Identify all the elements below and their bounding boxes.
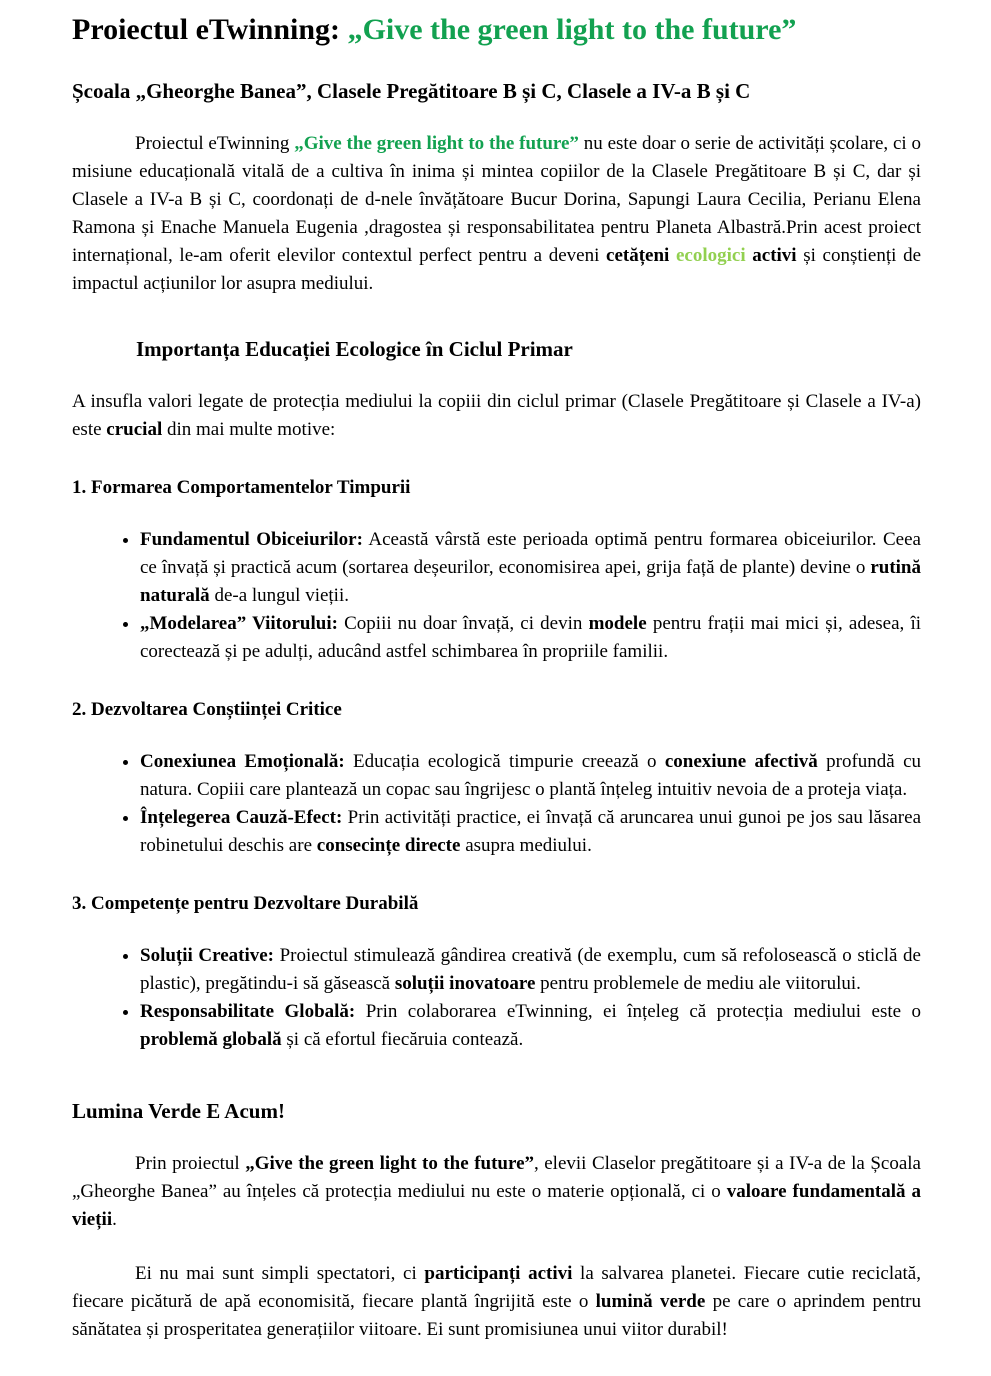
- document-title: Proiectul eTwinning: „Give the green light to the future”: [72, 13, 797, 46]
- document-subtitle: Școala „Gheorghe Banea”, Clasele Pregătitoare B și C, Clasele a IV-a B și C: [72, 79, 751, 103]
- intro-paragraph: Proiectul eTwinning „Give the green light to the future” nu este doar o serie de activități școlare, ci o misiune educațională vitală de a cultiva în inima și mintea copiilor de la Clasele Pregătitoare B și C, dar și Clasele a IV-a B și C, coordonați de d-nele învățătoare Bucur Dorina, Sapungi Laura Cecilia, Perianu Elena Ramona și Enache Manuela Eugenia ,dragostea și responsabilitatea pentru Planeta Albastră.Prin acest proiect internațional, le-am oferit elevilor contextul perfect pentru a deveni cetățeni ecologici activi și conștienți de impactul acțiunilor lor asupra mediului.: [72, 133, 922, 294]
- section-heading-lumina: Lumina Verde E Acum!: [72, 1099, 285, 1123]
- list-item: • Conexiunea Emoțională: Educația ecologică timpurie creează o conexiune afectivă profundă cu natura. Copiii care plantează un copac sau îngrijesc o plantă înțeleg intuitiv nevoia de a proteja viața.: [140, 748, 921, 804]
- subsection-heading-1: 1. Formarea Comportamentelor Timpurii: [72, 477, 411, 498]
- bullet-list-1: [72, 526, 921, 666]
- list-item: • Fundamentul Obiceiurilor: Această vârstă este perioada optimă pentru formarea obiceiurilor. Ceea ce învață și practică acum (sortarea deșeurilor, economisirea apei, grija față de plante) devine o rutină naturală de-a lungul vieții.: [140, 526, 921, 610]
- section-heading-importanta: Importanța Educației Ecologice în Ciclul Primar: [136, 337, 573, 361]
- importanta-lead-paragraph: A insufla valori legate de protecția mediului la copiii din ciclul primar (Clasele Pregătitoare și Clasele a IV-a) este crucial din mai multe motive:: [72, 391, 921, 440]
- bullet-list-2: [72, 748, 921, 860]
- subsection-heading-2: 2. Dezvoltarea Conștiinței Critice: [72, 699, 342, 720]
- lumina-paragraph-2: Ei nu mai sunt simpli spectatori, ci participanți activi la salvarea planetei. Fiecare cutie reciclată, fiecare picătură de apă economisită, fiecare plantă îngrijită este o lumină verde pe care o aprindem pentru sănătatea și prosperitatea generațiilor viitoare. Ei sunt promisiunea unui viitor durabil!: [72, 1263, 921, 1340]
- bullet-list-3: [72, 942, 921, 1054]
- lumina-paragraph-1: Prin proiectul „Give the green light to the future”, elevii Claselor pregătitoare și a IV-a de la Școala „Gheorghe Banea” au înțeles că protecția mediului nu este o materie opțională, ci o valoare fundamentală a vieții.: [72, 1153, 921, 1230]
- list-item: • Responsabilitate Globală: Prin colaborarea eTwinning, ei înțeleg că protecția mediului este o problemă globală și că efortul fiecăruia contează.: [140, 998, 921, 1054]
- list-item: • „Modelarea” Viitorului: Copiii nu doar învață, ci devin modele pentru frații mai mici și, adesea, îi corectează și pe adulți, aducând astfel schimbarea în propriile familii.: [140, 610, 921, 666]
- list-item: • Soluții Creative: Proiectul stimulează gândirea creativă (de exemplu, cum să refolosească o sticlă de plastic), pregătindu-i să găsească soluții inovatoare pentru problemele de mediu ale viitorului.: [140, 942, 921, 998]
- list-item: • Înțelegerea Cauză-Efect: Prin activități practice, ei învață că aruncarea unui gunoi pe jos sau lăsarea robinetului deschis are consecințe directe asupra mediului.: [140, 804, 921, 860]
- subsection-heading-3: 3. Competențe pentru Dezvoltare Durabilă: [72, 893, 419, 914]
